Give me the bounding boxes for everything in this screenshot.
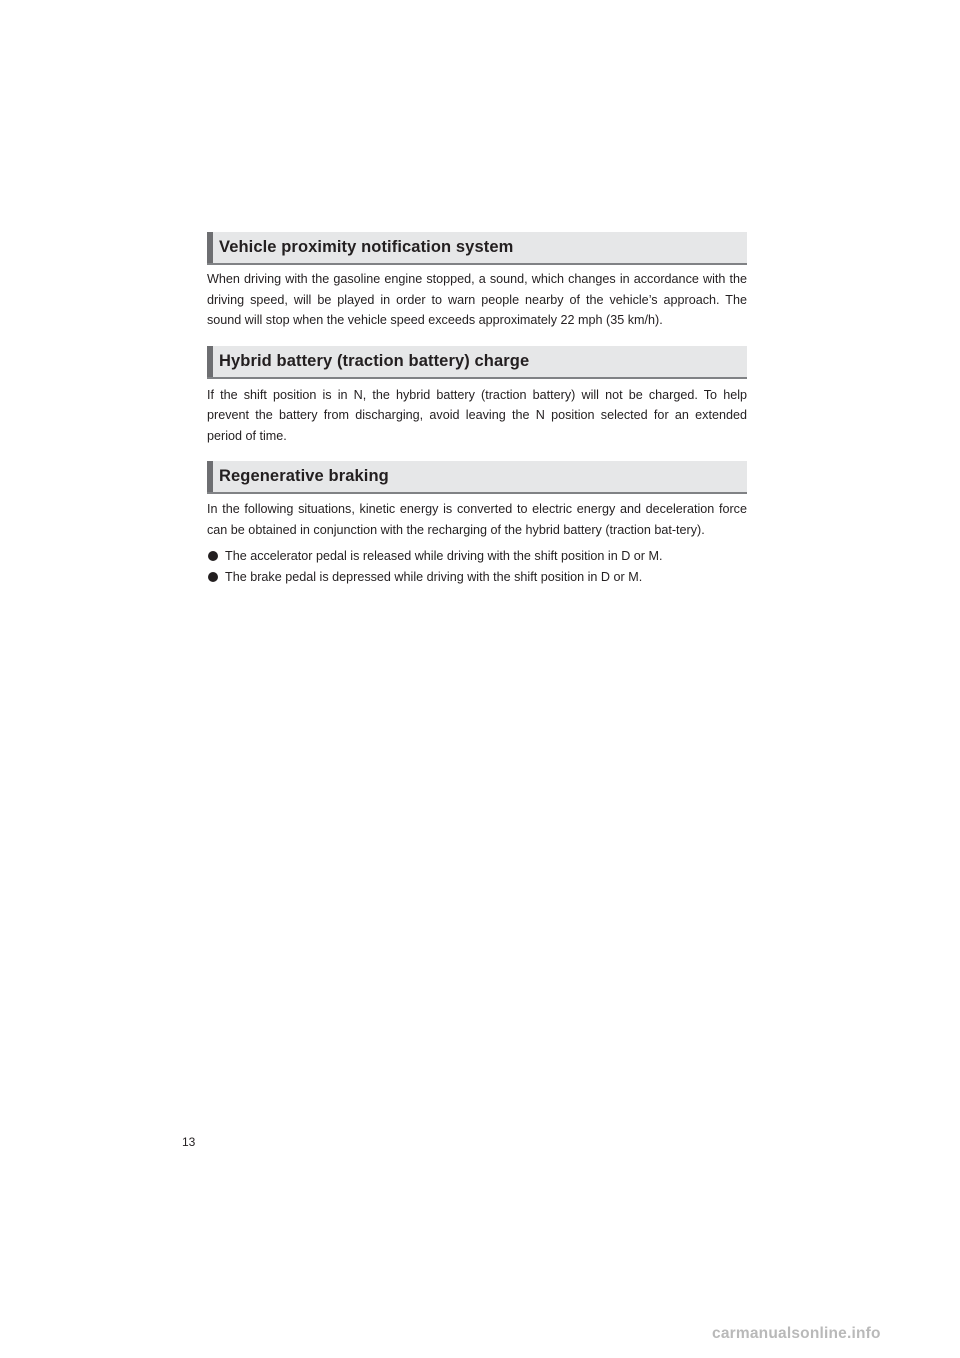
watermark-text: carmanualsonline.info xyxy=(712,1325,881,1342)
section-header-hybrid-battery xyxy=(207,346,747,379)
list-item xyxy=(207,567,747,588)
bullet-icon xyxy=(208,572,218,582)
list-item xyxy=(207,546,747,567)
section-header-regenerative-braking xyxy=(207,461,747,494)
section-paragraph: In the following situations, kinetic energy is converted to electric energy and deceleration force can be obtained in conjunction with the recharging of the hybrid battery (traction bat-tery). xyxy=(207,502,747,537)
section-header-bar xyxy=(207,461,213,492)
section-header-vehicle-proximity xyxy=(207,232,747,265)
page-number: 13 xyxy=(182,1135,196,1149)
section-paragraph: When driving with the gasoline engine stopped, a sound, which changes in accordance with the driving speed, will be played in order to warn people nearby of the vehicle’s approach. The sound will stop when the vehicle speed exceeds approximately 22 mph (35 km/h). xyxy=(207,272,747,327)
section-header-bar xyxy=(207,346,213,377)
section-title: Regenerative braking xyxy=(219,467,389,485)
section-header-bar xyxy=(207,232,213,263)
bullet-list xyxy=(207,546,747,588)
section-paragraph: If the shift position is in N, the hybrid battery (traction battery) will not be charged. To help prevent the battery from discharging, avoid leaving the N position selected for an extended period of time. xyxy=(207,387,747,443)
bullet-icon xyxy=(208,551,218,561)
list-item-text: The accelerator pedal is released while driving with the shift position in D or M. xyxy=(225,549,663,563)
list-item-text: The brake pedal is depressed while driving with the shift position in D or M. xyxy=(225,570,643,584)
section-title: Hybrid battery (traction battery) charge xyxy=(219,351,530,370)
page-content xyxy=(207,232,747,588)
section-title: Vehicle proximity notification system xyxy=(219,238,514,256)
